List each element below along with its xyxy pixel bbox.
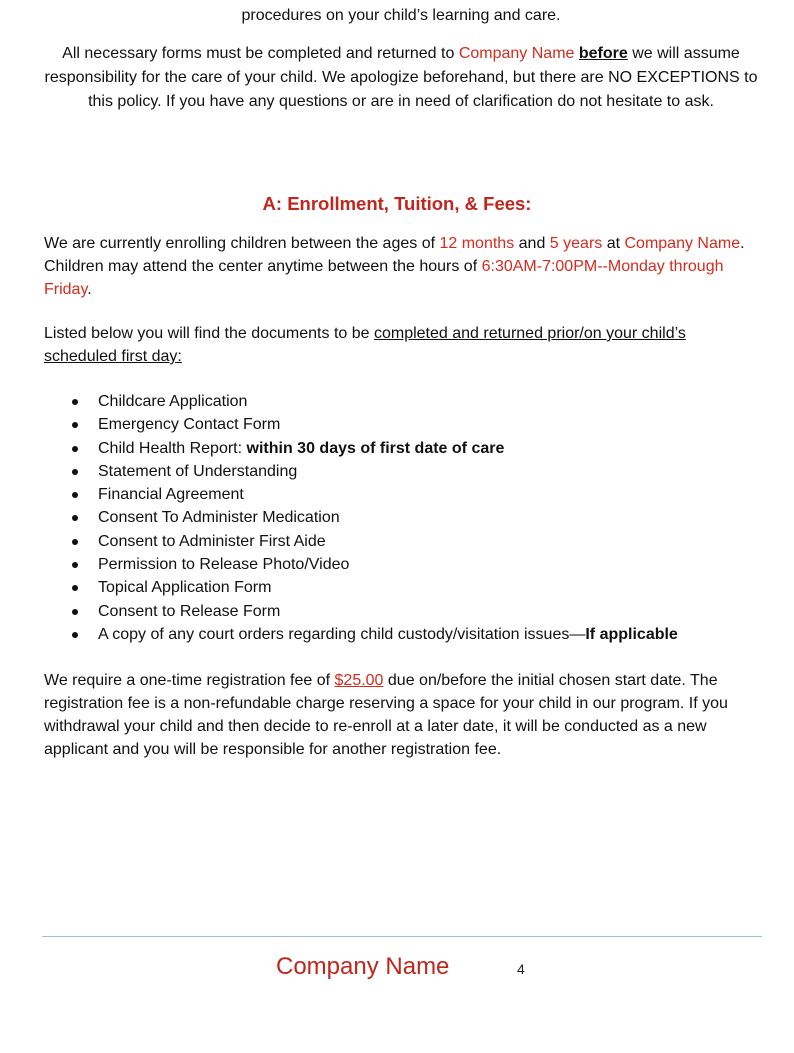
required-documents-list	[44, 390, 758, 646]
footer-divider	[42, 936, 762, 937]
enroll-text-a: We are currently enrolling children between the ages of	[44, 235, 440, 252]
list-item-emphasis: If applicable	[585, 625, 678, 643]
list-item-text: Consent to Administer First Aide	[98, 532, 326, 550]
policy-text-b: we will assume responsibility for the care of your child. We apologize beforehand, but there are NO EXCEPTIONS to this policy. If you have any questions or are in need of clarification do not hesitate to ask.	[44, 45, 758, 110]
list-item	[44, 413, 758, 436]
enroll-text-b: and	[514, 235, 550, 252]
bullet-icon	[72, 492, 78, 498]
operating-hours: 6:30AM-7:00PM--Monday through Friday	[44, 258, 724, 298]
list-item	[44, 553, 758, 576]
bullet-icon	[72, 585, 78, 591]
list-item-text: Topical Application Form	[98, 579, 272, 597]
list-item	[44, 437, 758, 460]
list-item	[44, 483, 758, 506]
list-item-text: Child Health Report:	[98, 439, 247, 457]
enrollment-paragraph	[44, 232, 758, 301]
documents-intro-paragraph	[44, 322, 758, 368]
policy-company-name: Company Name	[458, 45, 575, 62]
policy-before-emphasis: before	[578, 45, 628, 62]
forms-policy-paragraph	[44, 42, 758, 114]
section-heading: A: Enrollment, Tuition, & Fees:	[262, 193, 532, 214]
list-item-text: Consent To Administer Medication	[98, 509, 340, 527]
list-item-text: Statement of Understanding	[98, 462, 298, 480]
enroll-text-c: at	[602, 235, 625, 252]
documents-intro-text: Listed below you will find the documents to be	[44, 325, 374, 342]
list-item	[44, 623, 758, 646]
list-item-text: Financial Agreement	[98, 486, 244, 504]
list-item	[44, 600, 758, 623]
list-item-text: Permission to Release Photo/Video	[98, 556, 350, 574]
bullet-icon	[72, 422, 78, 428]
policy-text-a: All necessary forms must be completed and returned to	[62, 45, 459, 62]
enroll-text-d: . Children may attend the center anytime between the hours of	[44, 235, 745, 275]
fee-text-b: due on/before the initial chosen start date. The registration fee is a non-refundable charge reserving a space for your child in our program. If you withdrawal your child and then decide to re-enroll at a later date, it will be conducted as a new applicant and you will be responsible for another registration fee.	[44, 672, 728, 758]
registration-fee-paragraph	[44, 669, 758, 761]
page-number: 4	[517, 961, 525, 977]
footer-company-name: Company Name	[276, 953, 450, 980]
list-item	[44, 390, 758, 413]
bullet-icon	[72, 469, 78, 475]
bullet-icon	[72, 515, 78, 521]
bullet-icon	[72, 539, 78, 545]
list-item	[44, 576, 758, 599]
list-item-emphasis: within 30 days of first date of care	[246, 439, 505, 457]
intro-continuation	[44, 4, 758, 28]
list-item-text: Childcare Application	[98, 393, 248, 410]
documents-intro-underlined: completed and returned prior/on your child’s scheduled first day:	[44, 325, 686, 365]
enroll-text-e: .	[87, 281, 92, 298]
bullet-icon	[72, 562, 78, 568]
fee-text-a: We require a one-time registration fee of	[44, 672, 335, 689]
intro-line1: procedures on your child’s learning and care.	[241, 7, 561, 24]
enroll-company-name: Company Name	[624, 235, 741, 252]
age-min: 12 months	[439, 235, 515, 252]
list-item-text: Emergency Contact Form	[98, 416, 281, 434]
bullet-icon	[72, 609, 78, 615]
list-item-text: A copy of any court orders regarding child custody/visitation issues—	[98, 625, 586, 643]
bullet-icon	[72, 446, 78, 452]
bullet-icon	[72, 399, 78, 405]
list-item	[44, 530, 758, 553]
bullet-icon	[72, 632, 78, 638]
list-item-text: Consent to Release Form	[98, 602, 281, 620]
registration-fee-amount: $25.00	[334, 672, 384, 689]
age-max: 5 years	[549, 235, 603, 252]
list-item	[44, 460, 758, 483]
list-item	[44, 506, 758, 529]
